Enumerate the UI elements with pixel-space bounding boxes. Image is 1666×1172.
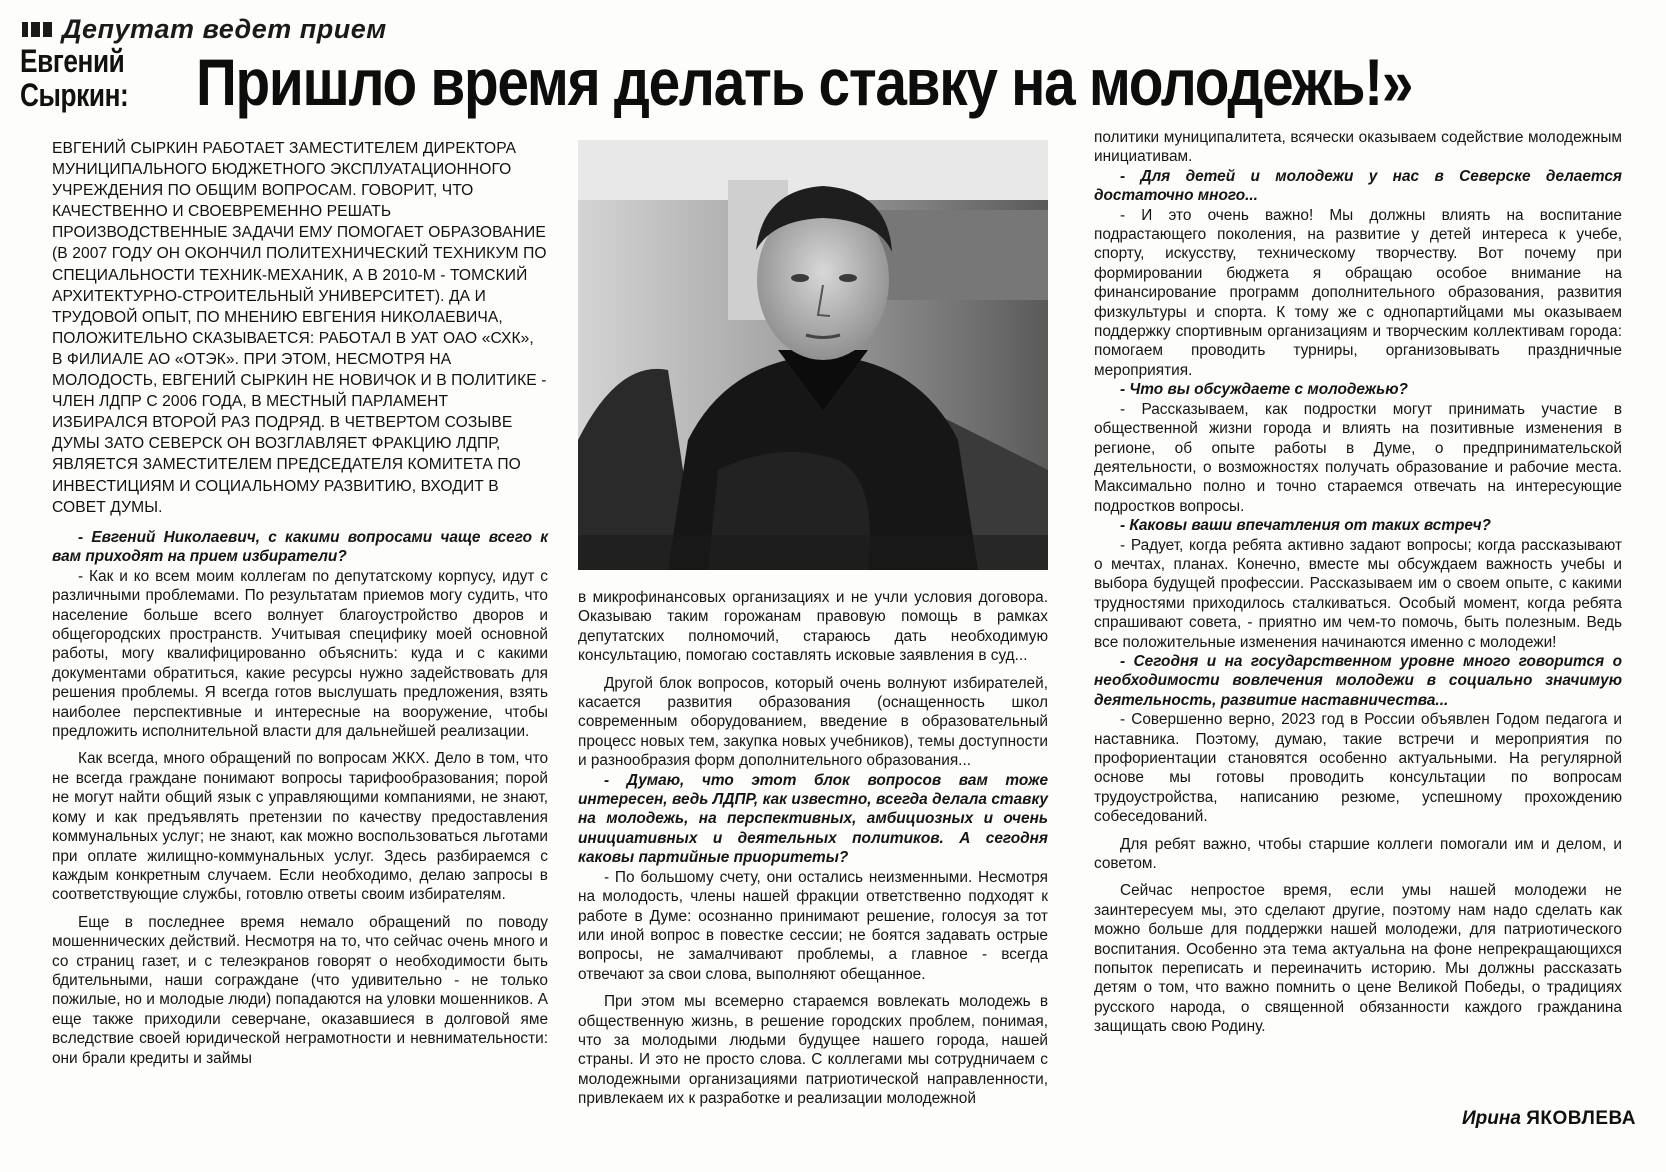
byline-surname: ЯКОВЛЕВА (1526, 1108, 1636, 1129)
question: - Думаю, что этот блок вопросов вам тоже интересен, ведь ЛДПР, как известно, всегда делала ставку на молодежь, на перспективных, амбициозных и очень инициативных и деятельных политиков. А сегодня каковы партийные приоритеты? (578, 771, 1048, 867)
question: - Что вы обсуждаете с молодежью? (1120, 381, 1408, 399)
paragraph: Еще в последнее время немало обращений по поводу мошеннических действий. Несмотря на то, что сейчас очень много и со страниц газет, и с телеэкранов говорят о необходимости быть бдительными, наши сограждане (что удивительно - не только пожилые, но и молодые люди) попадаются на уловки мошенников. А еще также приходили северчане, оказавшиеся в долговой яме вследствие своей юридической неграмотности и невнимательности: они брали кредиты и займы (52, 913, 548, 1067)
headline-block (20, 44, 1646, 120)
answer-paragraph: - По большому счету, они остались неизменными. Несмотря на молодость, члены нашей фракции ответственно подходят к работе в Думе: осознанно принимают решение, голосуя за тот или иной вопрос в повестке сессии; не боятся задавать острые вопросы, не замалчивают проблемы, а главное - всегда отвечают за свои слова, выполняют обещанное. (578, 868, 1048, 983)
portrait-photo-illustration (578, 140, 1048, 570)
author-name (20, 44, 176, 112)
answer-paragraph: - Совершенно верно, 2023 год в России объявлен Годом педагога и наставника. Поэтому, думаю, такие встречи и мероприятия по профориентации становятся особенно актуальными. На регулярной основе мы готовы проводить консультации по вопросам трудоустройства, написанию резюме, успешному прохождению собеседований. (1094, 711, 1622, 826)
paragraph: политики муниципалитета, всячески оказываем содействие молодежным инициативам. (1094, 129, 1622, 166)
paragraph: Другой блок вопросов, который очень волнуют избирателей, касается развития образования (оснащенность школ современным оборудованием, введение в образовательный процесс новых тем, закупка новых учебников), темы доступности и разнообразия форм дополнительного образования... (578, 674, 1048, 770)
column-1 (52, 528, 548, 1068)
paragraph: в микрофинансовых организациях и не учли условия договора. Оказываю таким горожанам правовую помощь в рамках депутатских полномочий, стараюсь дать необходимую консультацию, помогаю составлять исковые заявления в суд... (578, 589, 1048, 665)
rubric-title: Депутат ведет прием (62, 14, 387, 44)
lead-paragraph: ЕВГЕНИЙ СЫРКИН РАБОТАЕТ ЗАМЕСТИТЕЛЕМ ДИРЕКТОРА МУНИЦИПАЛЬНОГО БЮДЖЕТНОГО ЭКСПЛУАТАЦИОННОГО УЧРЕЖДЕНИЯ ПО ОБЩИМ ВОПРОСАМ. ГОВОРИТ, ЧТО КАЧЕСТВЕННО И СВОЕВРЕМЕННО РЕШАТЬ ПРОИЗВОДСТВЕННЫЕ ЗАДАЧИ ЕМУ ПОМОГАЕТ ОБРАЗОВАНИЕ (В 2007 ГОДУ ОН ОКОНЧИЛ ПОЛИТЕХНИЧЕСКИЙ ТЕХНИКУМ ПО СПЕЦИАЛЬНОСТИ ТЕХНИК-МЕХАНИК, А В 2010-М - ТОМСКИЙ АРХИТЕКТУРНО-СТРОИТЕЛЬНЫЙ УНИВЕРСИТЕТ). ДА И ТРУДОВОЙ ОПЫТ, ПО МНЕНИЮ ЕВГЕНИЯ НИКОЛАЕВИЧА, ПОЛОЖИТЕЛЬНО СКАЗЫВАЕТСЯ: РАБОТАЛ В УАТ ОАО «СХК», В ФИЛИАЛЕ АО «ОТЭК». ПРИ ЭТОМ, НЕСМОТРЯ НА МОЛОДОСТЬ, ЕВГЕНИЙ СЫРКИН НЕ НОВИЧОК И В ПОЛИТИКЕ - ЧЛЕН ЛДПР С 2006 ГОДА, В МЕСТНЫЙ ПАРЛАМЕНТ ИЗБИРАЛСЯ ВТОРОЙ РАЗ ПОДРЯД. В ЧЕТВЕРТОМ СОЗЫВЕ ДУМЫ ЗАТО СЕВЕРСК ОН ВОЗГЛАВЛЯЕТ ФРАКЦИЮ ЛДПР, ЯВЛЯЕТСЯ ЗАМЕСТИТЕЛЕМ ПРЕДСЕДАТЕЛЯ КОМИТЕТА ПО ИНВЕСТИЦИЯМ И СОЦИАЛЬНОМУ РАЗВИТИЮ, ВХОДИТ В СОВЕТ ДУМЫ. (52, 140, 547, 516)
author-last-name: Сыркин: (20, 77, 129, 113)
paragraph: Как всегда, много обращений по вопросам ЖКХ. Дело в том, что не всегда граждане понимают вопросы тарифообразования; порой не могут найти общий язык с управляющими компаниями, не знают, кому и как предъявлять претензии по качеству предоставления коммунальных услуг; не знают, как можно воспользоваться льготами при оплате жилищно-коммунальных услуг. Здесь разбираемся с каждым конкретным случаем. Если необходимо, делаю запросы в соответствующие службы, готовлю ответы своим избирателям. (52, 750, 548, 904)
column-2 (578, 588, 1048, 1109)
headline: Пришло время делать ставку на молодежь!» (196, 45, 1413, 119)
question: - Каковы ваши впечатления от таких встреч? (1120, 517, 1491, 535)
answer-paragraph: - Как и ко всем моим коллегам по депутатскому корпусу, идут с различными проблемами. По результатам приемов могу судить, что население больше всего волнует благоустройство дворов и общегородских пространств. Учитывая специфику моей основной работы, могу квалифицированно объяснить: куда и с какими документами обратиться, какие ресурсы нужно задействовать для решения проблемы. Я всегда готов выслушать предложения, взять наиболее перспективные и интересные на вооружение, чтобы предложить исполнительной власти для дальнейшей реализации. (52, 567, 548, 741)
rubric (22, 14, 387, 45)
question: - Сегодня и на государственном уровне много говорится о необходимости вовлечения молодежи в социально значимую деятельность, развитие наставничества... (1094, 652, 1622, 709)
question: - Для детей и молодежи у нас в Северске делается достаточно много... (1094, 167, 1622, 205)
byline-first-name: Ирина (1462, 1108, 1521, 1129)
portrait-photo (578, 140, 1048, 570)
author-first-name: Евгений (20, 43, 125, 79)
answer-paragraph: - И это очень важно! Мы должны влиять на воспитание подрастающего поколения, на развитие у детей интереса к учебе, спорту, искусству, техническому творчеству. Вот почему при формировании бюджета я обращаю особое внимание на финансирование программ дополнительного образования, развития физкультуры и спорта. К тому же с однопартийцами мы оказываем поддержку спортивным организациям и творческим коллективам города: помогаем проводить турниры, организовывать праздничные мероприятия. (1094, 206, 1622, 379)
answer-paragraph: - Радует, когда ребята активно задают вопросы; когда рассказывают о мечтах, планах. Конечно, вместе мы обсуждаем важность учебы и выбора будущей профессии. Рассказываем им о своем опыте, с какими трудностями приходилось сталкиваться. Особый момент, когда ребята спрашивают совета, - приятно им чем-то помочь, быть полезным. Ведь все положительные изменения начинаются именно с молодежи! (1094, 536, 1622, 651)
paragraph: Для ребят важно, чтобы старшие коллеги помогали им и делом, и советом. (1094, 835, 1622, 873)
paragraph: Сейчас непростое время, если умы нашей молодежи не заинтересуем мы, это сделают другие, поэтому нам надо сделать как можно больше для поддержки нашей молодежи, для патриотического воспитания. Особенно эта тема актуальна на фоне непрекращающихся попыток переписать и переиначить историю. Мы должны рассказать детям о том, что важно помнить о цене Великой Победы, о традициях русского народа, о священной обязанности каждого гражданина защищать свою Родину. (1094, 882, 1622, 1036)
question: - Евгений Николаевич, с какими вопросами чаще всего к вам приходят на прием избиратели? (52, 529, 548, 566)
paragraph: При этом мы всемерно стараемся вовлекать молодежь в общественную жизнь, в решение городских проблем, понимая, что за молодыми людьми будущее нашего города, нашей страны. И это не просто слова. С коллегами мы сотрудничаем с молодежными организациями патриотической направленности, привлекаем их к разработке и реализации молодежной (578, 993, 1048, 1108)
column-3 (1094, 128, 1622, 1037)
rubric-bullets-icon (22, 22, 52, 37)
byline (1462, 1108, 1636, 1130)
answer-paragraph: - Рассказываем, как подростки могут принимать участие в общественной жизни города и влиять на позитивные изменения в регионе, об опыте работы в Думе, о предпринимательской деятельности, о возможностях получать образование и рабочие места. Максимально полно и точно стараемся отвечать на интересующие подростков вопросы. (1094, 400, 1622, 515)
